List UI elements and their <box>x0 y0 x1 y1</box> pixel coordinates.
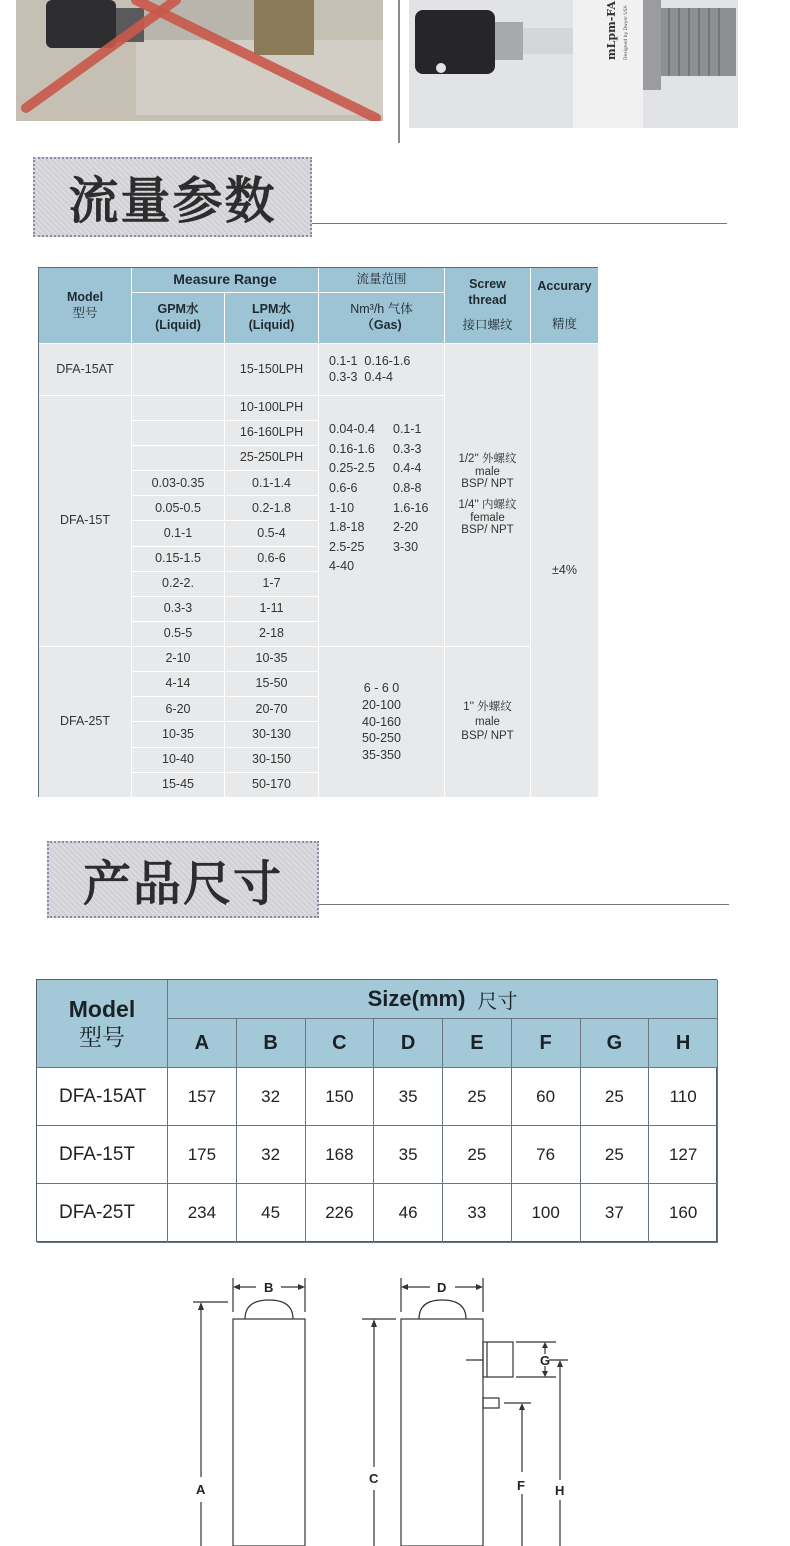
gas-range-value: 2-20 <box>393 520 419 535</box>
size-value-cell: 37 <box>581 1184 650 1243</box>
gas-range-value: 1.8-18 <box>329 520 365 535</box>
gas-range-value <box>393 559 443 575</box>
photo-divider <box>398 0 400 143</box>
size-value-cell: 35 <box>374 1126 443 1184</box>
photo-label: mLpm-FA <box>605 1 618 60</box>
size-value-cell: 25 <box>581 1126 650 1184</box>
gpm-cell: 10-40 <box>132 748 225 773</box>
dimension-drawing <box>0 1262 790 1546</box>
size-column-header: A <box>168 1019 237 1068</box>
header-screw: Screw thread 接口螺纹 <box>445 268 531 344</box>
gas-range-value: 2.5-25 <box>329 539 365 554</box>
size-value-cell: 150 <box>306 1068 375 1126</box>
size-value-cell: 32 <box>237 1126 306 1184</box>
gpm-cell: 0.15-1.5 <box>132 547 225 572</box>
gas-range-value: 0.8-8 <box>393 480 422 495</box>
lpm-cell: 50-170 <box>225 773 319 798</box>
size-column-header: H <box>649 1019 718 1068</box>
gas-range-cell <box>319 396 445 647</box>
size-value-cell: 46 <box>374 1184 443 1243</box>
section-title-size: 产品尺寸 <box>82 856 283 912</box>
dim-label-h: H <box>555 1483 565 1498</box>
gpm-cell <box>132 421 225 446</box>
size-column-header: D <box>374 1019 443 1068</box>
accuracy-cell: ±4% <box>531 344 599 798</box>
lpm-cell: 0.6-6 <box>225 547 319 572</box>
size-value-cell: 45 <box>237 1184 306 1243</box>
gas-range-cell-25: 6 - 6 0 20-100 40-160 50-250 35-350 <box>319 647 445 798</box>
size-value-cell: 168 <box>306 1126 375 1184</box>
gas-range-value: 0.4-4 <box>393 461 422 476</box>
dim-label-c: C <box>369 1471 379 1486</box>
flow-parameter-table <box>38 267 598 797</box>
size-column-header: C <box>306 1019 375 1068</box>
gpm-cell: 0.5-5 <box>132 622 225 647</box>
size-row-model: DFA-15T <box>37 1126 168 1184</box>
size-value-cell: 33 <box>443 1184 512 1243</box>
lpm-cell: 30-130 <box>225 723 319 748</box>
lpm-cell: 25-250LPH <box>225 446 319 471</box>
header-measure-range-cn: 流量范围 <box>319 268 445 293</box>
header-measure-range: Measure Range <box>132 268 319 293</box>
model-cell: DFA-25T <box>39 647 132 798</box>
dim-label-d: D <box>437 1280 447 1295</box>
gpm-cell <box>132 344 225 396</box>
size-value-cell: 100 <box>512 1184 581 1243</box>
gas-cell: 0.1-1 0.16-1.6 0.3-3 0.4-4 <box>319 344 445 396</box>
size-value-cell: 25 <box>443 1126 512 1184</box>
screw-cell-15: 1/2'' 外螺纹 male BSP/ NPT 1/4'' 内螺纹 female BSP/ NPT <box>445 344 531 647</box>
gas-range-value: 0.3-3 <box>393 441 422 456</box>
lpm-cell: 0.5-4 <box>225 522 319 547</box>
header-lpm: LPM水 (Liquid) <box>225 293 319 344</box>
gpm-cell: 0.3-3 <box>132 597 225 622</box>
lpm-cell: 1-11 <box>225 597 319 622</box>
product-photo-incorrect <box>16 0 383 121</box>
lpm-cell: 15-150LPH <box>225 344 319 396</box>
gas-range-value: 0.1-1 <box>393 422 422 436</box>
lpm-cell: 30-150 <box>225 748 319 773</box>
model-cell: DFA-15AT <box>39 344 132 396</box>
size-value-cell: 127 <box>649 1126 718 1184</box>
size-value-cell: 60 <box>512 1068 581 1126</box>
section-rule-size <box>319 904 729 905</box>
size-value-cell: 234 <box>168 1184 237 1243</box>
section-banner-size <box>47 841 319 918</box>
size-header-model: Model 型号 <box>37 980 168 1068</box>
incorrect-install-illustration <box>16 0 383 121</box>
size-value-cell: 226 <box>306 1184 375 1243</box>
lpm-cell: 15-50 <box>225 672 319 697</box>
gpm-cell: 0.1-1 <box>132 522 225 547</box>
gas-range-value: 4-40 <box>329 559 355 574</box>
size-header-title: Size(mm) 尺寸 <box>168 980 718 1019</box>
gpm-cell <box>132 446 225 471</box>
size-value-cell: 157 <box>168 1068 237 1126</box>
size-value-cell: 25 <box>443 1068 512 1126</box>
dim-label-f: F <box>517 1478 525 1493</box>
header-gas: Nm³/h 气体 （Gas) <box>319 293 445 344</box>
lpm-cell: 10-100LPH <box>225 396 319 421</box>
gpm-cell: 0.2-2. <box>132 572 225 597</box>
size-column-header: E <box>443 1019 512 1068</box>
size-column-header: B <box>237 1019 306 1068</box>
size-value-cell: 160 <box>649 1184 718 1243</box>
gas-range-value: 0.04-0.4 <box>329 422 375 436</box>
section-banner-flow <box>33 157 312 237</box>
gas-range-value: 0.16-1.6 <box>329 441 375 456</box>
size-column-header: G <box>581 1019 650 1068</box>
gpm-cell <box>132 396 225 421</box>
header-model: Model 型号 <box>39 268 132 344</box>
size-row-model: DFA-25T <box>37 1184 168 1243</box>
size-row-model: DFA-15AT <box>37 1068 168 1126</box>
size-column-header: F <box>512 1019 581 1068</box>
gas-range-value: 0.25-2.5 <box>329 461 375 476</box>
header-gpm: GPM水 (Liquid) <box>132 293 225 344</box>
size-value-cell: 175 <box>168 1126 237 1184</box>
gas-range-value: 0.6-6 <box>329 480 358 495</box>
section-title-flow: 流量参数 <box>68 172 277 230</box>
dim-label-b: B <box>264 1280 274 1295</box>
size-value-cell: 35 <box>374 1068 443 1126</box>
section-rule-flow <box>312 223 727 224</box>
gpm-cell: 2-10 <box>132 647 225 672</box>
lpm-cell: 16-160LPH <box>225 421 319 446</box>
lpm-cell: 10-35 <box>225 647 319 672</box>
gpm-cell: 6-20 <box>132 697 225 722</box>
gpm-cell: 0.03-0.35 <box>132 471 225 496</box>
header-accuracy: Accurary 精度 <box>531 268 599 344</box>
size-table <box>36 979 717 1242</box>
photo-sublabel: Designed by Dwyer USA <box>624 5 629 60</box>
lpm-cell: 1-7 <box>225 572 319 597</box>
lpm-cell: 2-18 <box>225 622 319 647</box>
size-value-cell: 76 <box>512 1126 581 1184</box>
size-value-cell: 110 <box>649 1068 718 1126</box>
gas-range-value: 1.6-16 <box>393 500 429 515</box>
product-photo-correct <box>409 0 738 128</box>
flowmeter-illustration <box>409 0 738 128</box>
gpm-cell: 10-35 <box>132 723 225 748</box>
lpm-cell: 20-70 <box>225 697 319 722</box>
gas-range-value: 1-10 <box>329 500 355 515</box>
model-cell: DFA-15T <box>39 396 132 647</box>
gpm-cell: 4-14 <box>132 672 225 697</box>
gpm-cell: 15-45 <box>132 773 225 798</box>
dim-label-a: A <box>196 1482 206 1497</box>
size-value-cell: 32 <box>237 1068 306 1126</box>
dim-label-g: G <box>540 1353 551 1368</box>
screw-cell-25: 1'' 外螺纹 male BSP/ NPT <box>445 647 531 798</box>
size-value-cell: 25 <box>581 1068 650 1126</box>
gpm-cell: 0.05-0.5 <box>132 496 225 521</box>
lpm-cell: 0.2-1.8 <box>225 496 319 521</box>
lpm-cell: 0.1-1.4 <box>225 471 319 496</box>
gas-range-value: 3-30 <box>393 539 419 554</box>
